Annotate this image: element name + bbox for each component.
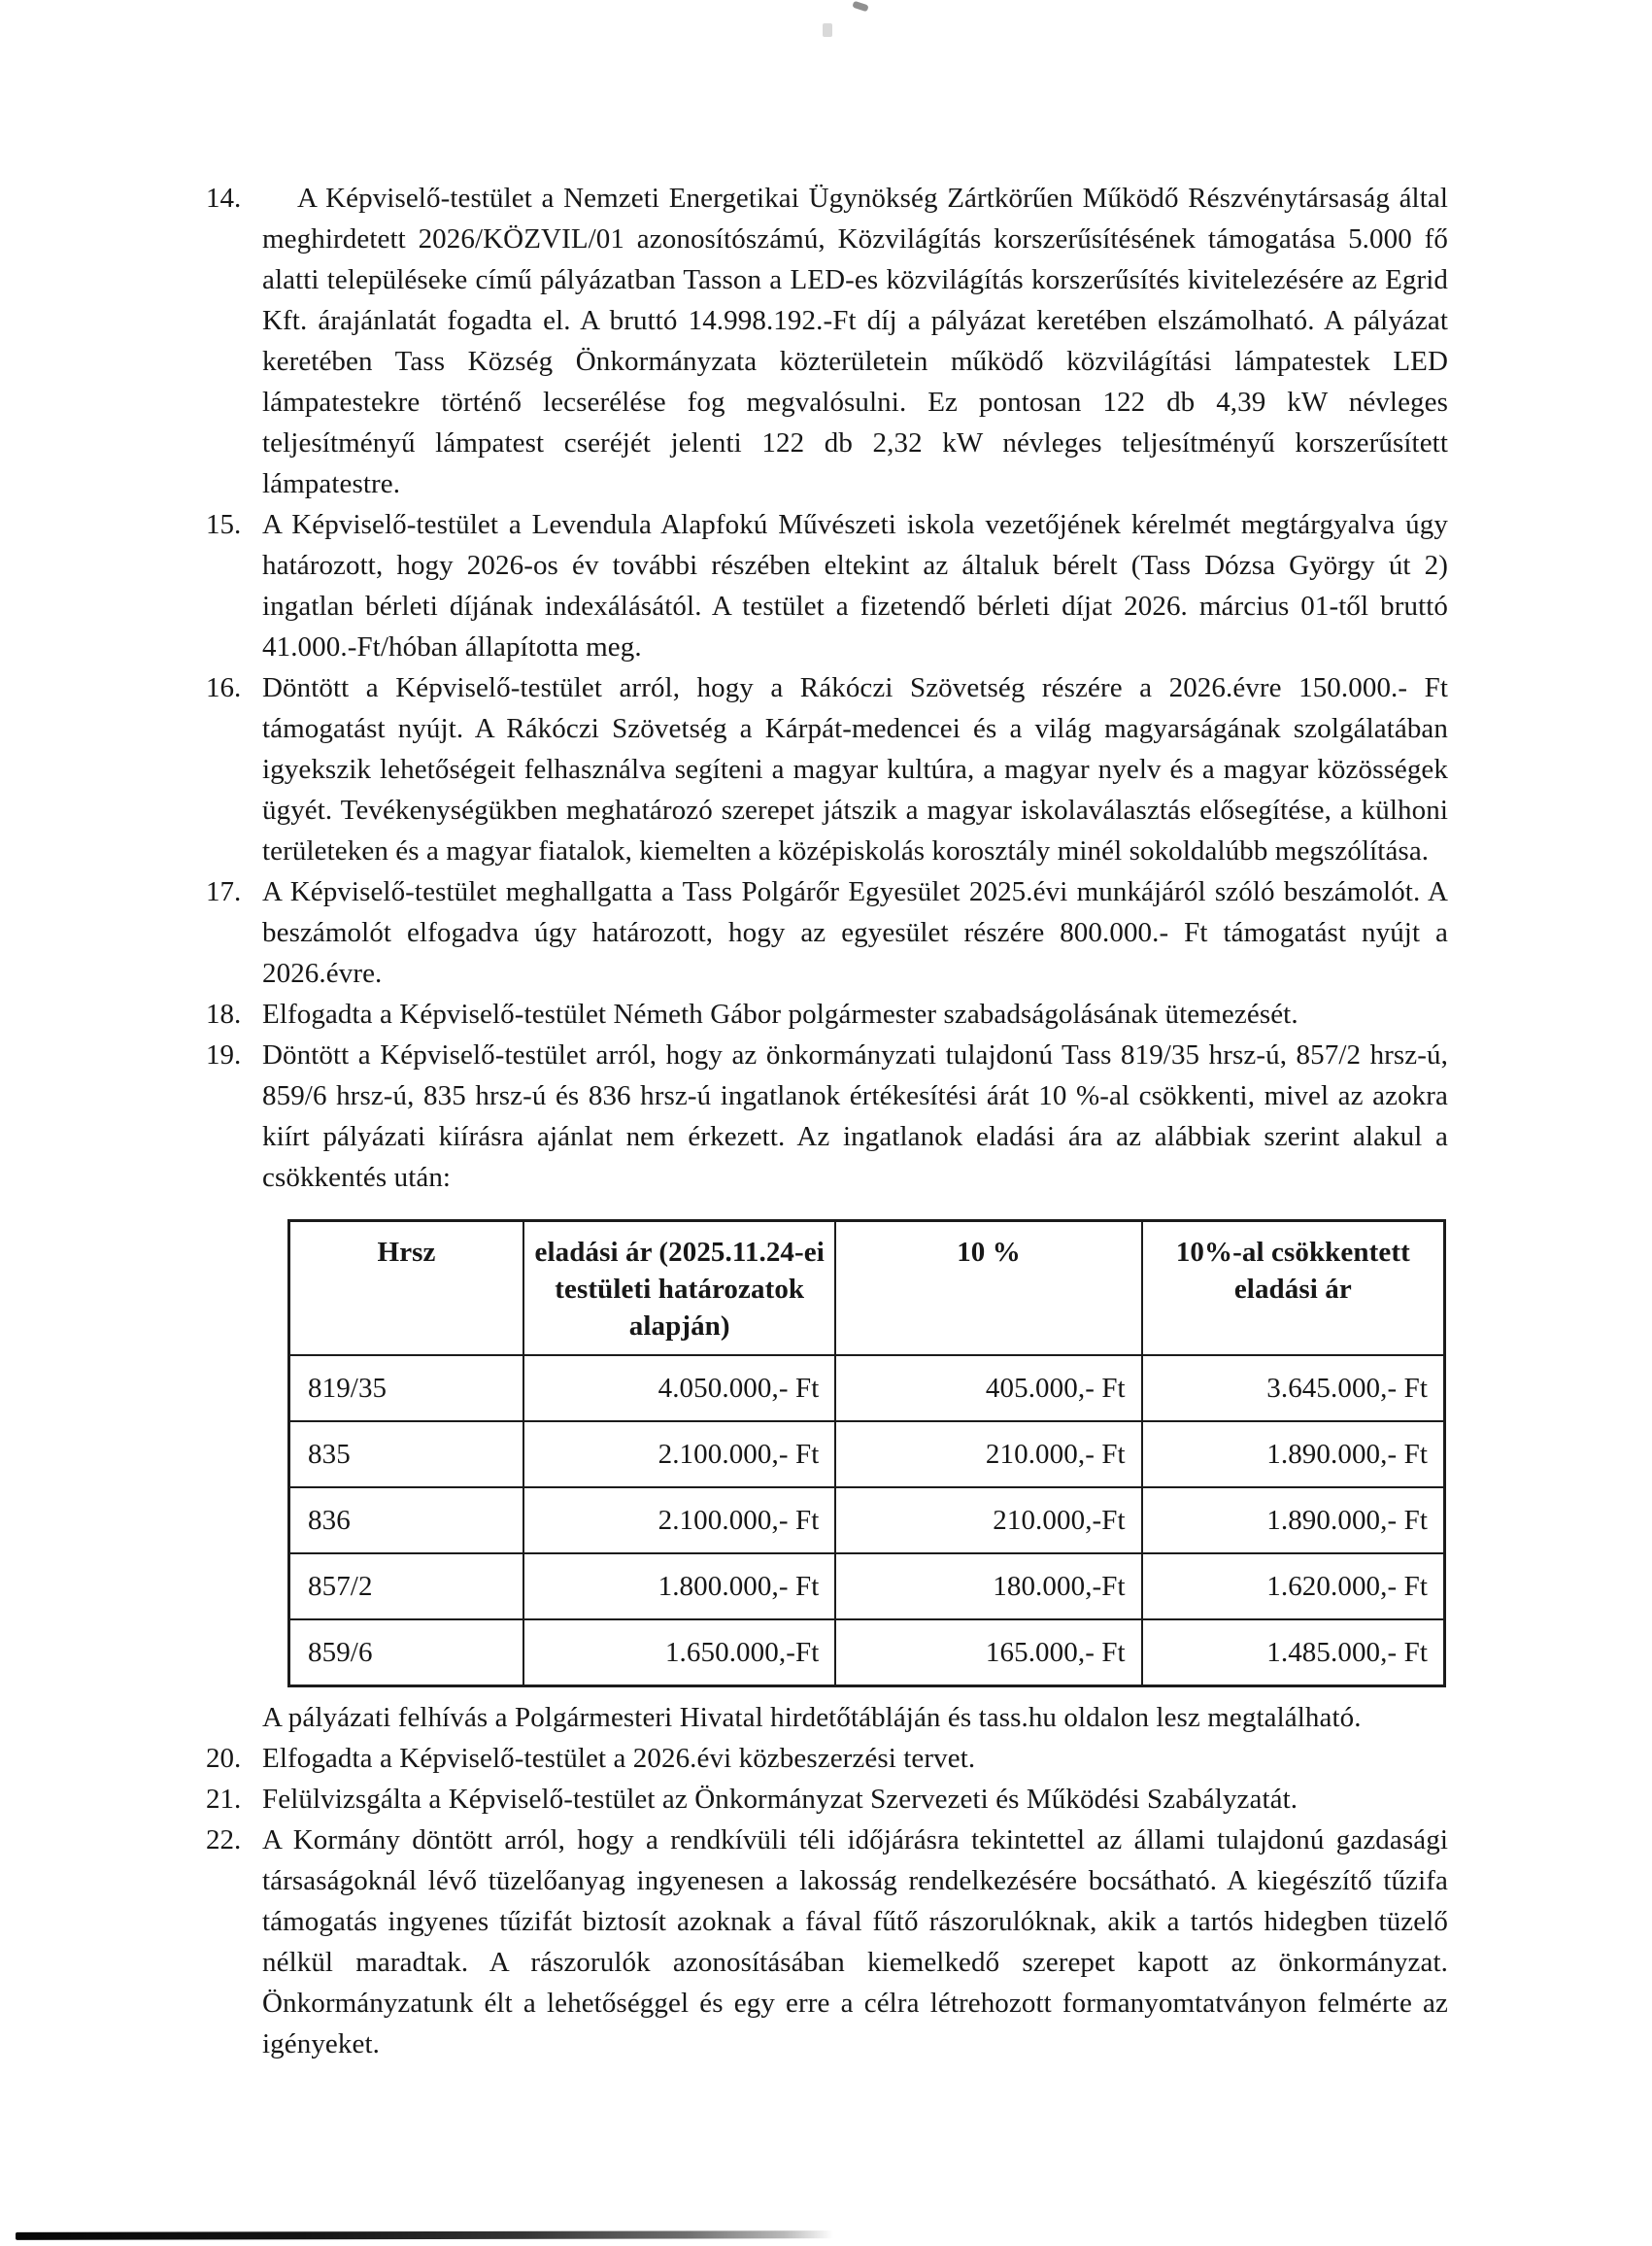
table-cell: 836 [289, 1487, 524, 1553]
table-cell: 180.000,-Ft [835, 1553, 1141, 1619]
paragraph-text: Döntött a Képviselő-testület arról, hogy a Rákóczi Szövetség részére a 2026.évre 150.000.- Ft támogatást nyújt. A Rákóczi Szövetség a Kárpát-medencei és a világ magyarságának szolgálatában igyekszik lehetőségeit felhasználva segíteni a magyar kultúra, a magyar nyelv és a magyar közösségek ügyét. Tevékenységükben meghatározó szerepet játszik a magyar iskolaválasztás elősegítése, a külhoni területeken és a magyar fiatalok, kiemelten a középiskolás korosztály minél sokoldalúbb megszólítása. [262, 672, 1448, 867]
item-text [262, 504, 1448, 667]
table-cell: 405.000,- Ft [835, 1355, 1141, 1421]
table-row [289, 1487, 1445, 1553]
table-row [289, 1619, 1445, 1686]
item-number: 14. [206, 183, 242, 214]
table-cell: 1.650.000,-Ft [523, 1619, 835, 1686]
item-text [262, 1779, 1448, 1820]
table-cell: 1.485.000,- Ft [1142, 1619, 1445, 1686]
item-number: 18. [206, 999, 242, 1030]
list-item-18 [206, 994, 1448, 1035]
paragraph-text: A Képviselő-testület a Levendula Alapfokú Művészeti iskola vezetőjének kérelmét megtárgyalva úgy határozott, hogy 2026-os év további részében eltekint az általuk bérelt (Tass Dózsa György út 2) ingatlan bérleti díjának indexálásától. A testület a fizetendő bérleti díjat 2026. március 01-től bruttó 41.000.-Ft/hóban állapította meg. [262, 509, 1448, 663]
item-text [262, 1035, 1448, 1738]
list-item-14 [206, 178, 1448, 504]
paragraph-text: Elfogadta a Képviselő-testület a 2026.évi közbeszerzési tervet. [262, 1743, 976, 1774]
list-item-17 [206, 871, 1448, 994]
table-header-cell-hrsz: Hrsz [289, 1221, 524, 1356]
table-cell: 210.000,- Ft [835, 1421, 1141, 1487]
table-header-cell-csokkentett-ar: 10%-al csökkentett eladási ár [1142, 1221, 1445, 1356]
item-number: 20. [206, 1743, 242, 1774]
item-number: 16. [206, 672, 242, 703]
item-number: 22. [206, 1824, 242, 1855]
table-cell: 4.050.000,- Ft [523, 1355, 835, 1421]
price-table [287, 1219, 1446, 1687]
scan-artifact-top [852, 1, 868, 13]
table-row [289, 1553, 1445, 1619]
item-number: 21. [206, 1784, 242, 1815]
list-item-19 [206, 1035, 1448, 1738]
paragraph-text: Felülvizsgálta a Képviselő-testület az Önkormányzat Szervezeti és Működési Szabályzatát. [262, 1784, 1298, 1815]
table-cell: 1.890.000,- Ft [1142, 1487, 1445, 1553]
table-row [289, 1421, 1445, 1487]
item-number: 19. [206, 1039, 242, 1071]
table-cell: 819/35 [289, 1355, 524, 1421]
after-table-note: A pályázati felhívás a Polgármesteri Hivatal hirdetőtábláján és tass.hu oldalon lesz megtalálható. [262, 1702, 1362, 1733]
table-cell: 1.890.000,- Ft [1142, 1421, 1445, 1487]
table-cell: 2.100.000,- Ft [523, 1487, 835, 1553]
list-item-15 [206, 504, 1448, 667]
table-cell: 859/6 [289, 1619, 524, 1686]
list-item-22 [206, 1820, 1448, 2064]
paragraph-text: A Kormány döntött arról, hogy a rendkívüli téli időjárásra tekintettel az állami tulajdonú gazdasági társaságoknál lévő tüzelőanyag ingyenesen a lakosság rendelkezésére bocsátható. A kiegészítő tűzifa támogatás ingyenes tűzifát biztosít azoknak a fával fűtő rászorulóknak, akik a tartós hidegben tüzelő nélkül maradtak. A rászorulók azonosításában kiemelkedő szerepet kapott az önkormányzat. Önkormányzatunk élt a lehetőséggel és egy erre a célra létrehozott formanyomtatványon felmérte az igényeket. [262, 1824, 1448, 2059]
item-text [262, 667, 1448, 871]
table-header-row [289, 1221, 1445, 1356]
table-cell: 1.800.000,- Ft [523, 1553, 835, 1619]
scan-artifact-bottom [16, 2230, 833, 2240]
table-header-cell-10-percent: 10 % [835, 1221, 1141, 1356]
item-number: 17. [206, 876, 242, 907]
item-text [262, 1738, 1448, 1779]
list-item-16 [206, 667, 1448, 871]
table-header-cell-eladasi-ar: eladási ár (2025.11.24-ei testületi határozatok alapján) [523, 1221, 835, 1356]
paragraph-text: Döntött a Képviselő-testület arról, hogy az önkormányzati tulajdonú Tass 819/35 hrsz-ú, 857/2 hrsz-ú, 859/6 hrsz-ú, 835 hrsz-ú és 836 hrsz-ú ingatlanok értékesítési árát 10 %-al csökkenti, mivel az azokra kiírt pályázati kiírásra ajánlat nem érkezett. Az ingatlanok eladási ára az alábbiak szerint alakul a csökkentés után: [262, 1039, 1448, 1193]
paragraph-text: Elfogadta a Képviselő-testület Németh Gábor polgármester szabadságolásának ütemezését. [262, 999, 1298, 1030]
table-cell: 857/2 [289, 1553, 524, 1619]
scan-artifact-top-faint [823, 23, 832, 37]
item-number: 15. [206, 509, 242, 540]
list-item-20 [206, 1738, 1448, 1779]
document-body [206, 178, 1448, 2064]
item-text [262, 178, 1448, 504]
paragraph-text: A Képviselő-testület meghallgatta a Tass Polgárőr Egyesület 2025.évi munkájáról szóló beszámolót. A beszámolót elfogadva úgy határozott, hogy az egyesület részére 800.000.- Ft támogatást nyújt a 2026.évre. [262, 876, 1448, 989]
table-cell: 210.000,-Ft [835, 1487, 1141, 1553]
table-cell: 835 [289, 1421, 524, 1487]
paragraph-text: A Képviselő-testület a Nemzeti Energetikai Ügynökség Zártkörűen Működő Részvénytársaság által meghirdetett 2026/KÖZVIL/01 azonosítószámú, Közvilágítás korszerűsítésének támogatása 5.000 fő alatti településeke című pályázatban Tasson a LED-es közvilágítás korszerűsítés kivitelezésére az Egrid Kft. árajánlatát fogadta el. A bruttó 14.998.192.-Ft díj a pályázat keretében elszámolható. A pályázat keretében Tass Község Önkormányzata közterületein működő közvilágítási lámpatestek LED lámpatestekre történő lecserélése fog megvalósulni. Ez pontosan 122 db 4,39 kW névleges teljesítményű lámpatest cseréjét jelenti 122 db 2,32 kW névleges teljesítményű korszerűsített lámpatestre. [262, 183, 1448, 499]
table-cell: 165.000,- Ft [835, 1619, 1141, 1686]
table-cell: 2.100.000,- Ft [523, 1421, 835, 1487]
table-row [289, 1355, 1445, 1421]
item-text [262, 994, 1448, 1035]
table-cell: 1.620.000,- Ft [1142, 1553, 1445, 1619]
item-text [262, 871, 1448, 994]
list-item-21 [206, 1779, 1448, 1820]
item-text [262, 1820, 1448, 2064]
table-cell: 3.645.000,- Ft [1142, 1355, 1445, 1421]
